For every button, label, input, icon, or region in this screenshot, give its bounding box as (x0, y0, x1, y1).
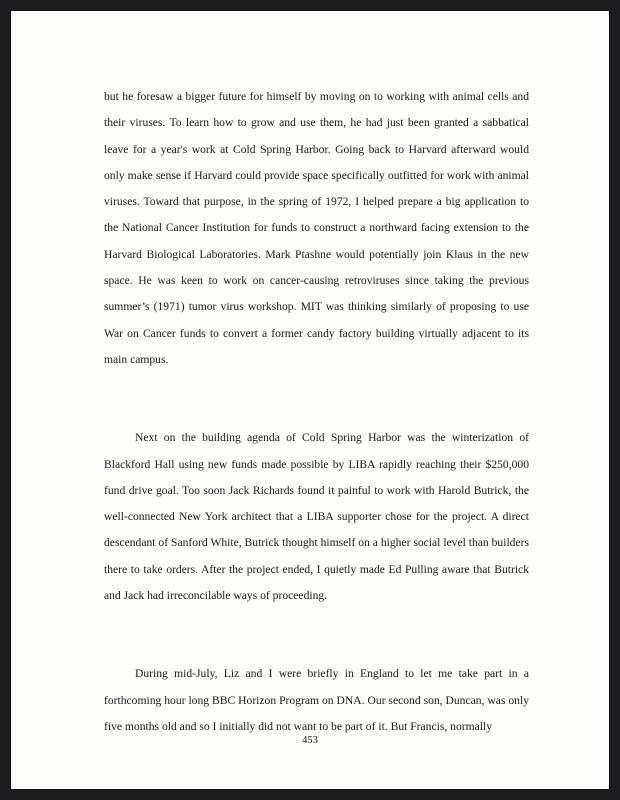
paragraph-2: Next on the building agenda of Cold Spring Harbor was the winterization of Blackford Hall using new funds made possible by LIBA rapidly reaching their $250,000 fund drive goal. Too soon Jack Richards found it painful to work with Harold Butrick, the well-connected New York architect that a LIBA supporter chose for the project. A direct descendant of Sanford White, Butrick thought himself on a higher social level than builders there to take orders. After the project ended, I quietly made Ed Pulling aware that Butrick and Jack had irreconcilable ways of proceeding. (104, 431, 529, 603)
body-text (104, 84, 529, 740)
page-number: 453 (302, 735, 318, 746)
paragraph-3: During mid-July, Liz and I were briefly in England to let me take part in a forthcoming hour long BBC Horizon Program on DNA. Our second son, Duncan, was only five months old and so I initially did not want to be part of it. But Francis, normally (104, 667, 529, 733)
document-page (11, 11, 609, 789)
paragraph-1: but he foresaw a bigger future for himself by moving on to working with animal cells and their viruses. To learn how to grow and use them, he had just been granted a sabbatical leave for a year's work at Cold Spring Harbor. Going back to Harvard afterward would only make sense if Harvard could provide space specifically outfitted for work with animal viruses. Toward that purpose, in the spring of 1972, I helped prepare a big application to the National Cancer Institution for funds to construct a northward facing extension to the Harvard Biological Laboratories. Mark Ptashne would potentially join Klaus in the new space. He was keen to work on cancer-causing retroviruses since taking the previous summer’s (1971) tumor virus workshop. MIT was thinking similarly of proposing to use War on Cancer funds to convert a former candy factory building virtually adjacent to its main campus. (104, 90, 529, 366)
